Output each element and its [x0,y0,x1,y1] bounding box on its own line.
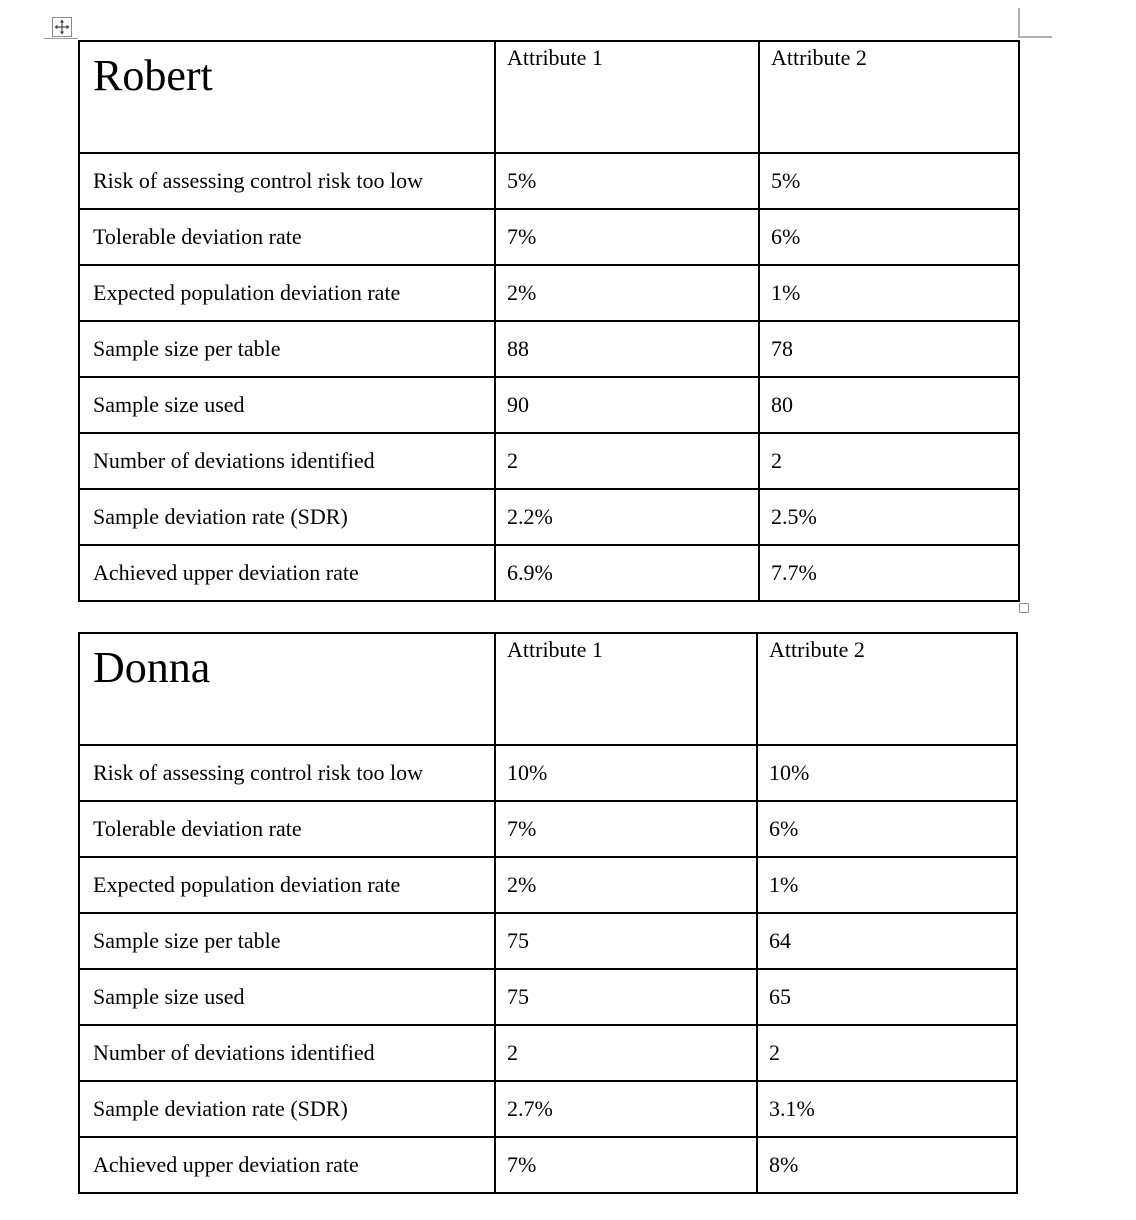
row-label: Tolerable deviation rate [93,816,302,841]
row-label: Tolerable deviation rate [93,224,302,249]
donna-table [78,632,1018,1194]
attribute-2-header-cell[interactable] [757,633,1017,745]
table-row [79,321,1019,377]
attribute-2-cell[interactable] [759,321,1019,377]
attribute-1-value: 88 [507,336,529,361]
attribute-1-header-cell[interactable] [495,633,757,745]
attribute-1-value: 90 [507,392,529,417]
table-row [79,433,1019,489]
row-label-cell[interactable] [79,209,495,265]
attribute-2-value: 6% [771,224,801,249]
row-label-cell[interactable] [79,913,495,969]
row-label: Sample deviation rate (SDR) [93,504,348,529]
attribute-1-header: Attribute 1 [507,637,603,662]
attribute-2-value: 1% [771,280,801,305]
attribute-2-cell[interactable] [759,265,1019,321]
attribute-1-cell[interactable] [495,801,757,857]
table-row [79,1137,1017,1193]
attribute-2-header: Attribute 2 [769,637,865,662]
attribute-1-cell[interactable] [495,265,759,321]
row-label-cell[interactable] [79,1137,495,1193]
attribute-1-value: 2% [507,280,537,305]
table-row [79,857,1017,913]
table-row [79,1025,1017,1081]
attribute-1-cell[interactable] [495,1025,757,1081]
row-label-cell[interactable] [79,1081,495,1137]
row-label: Achieved upper deviation rate [93,1152,359,1177]
attribute-1-cell[interactable] [495,321,759,377]
attribute-1-value: 2 [507,448,518,473]
row-label: Sample size used [93,984,245,1009]
attribute-2-value: 5% [771,168,801,193]
attribute-2-value: 2 [769,1040,780,1065]
attribute-1-value: 7% [507,1152,537,1177]
attribute-1-value: 2.7% [507,1096,553,1121]
attribute-1-value: 2.2% [507,504,553,529]
table-row [79,153,1019,209]
row-label-cell[interactable] [79,321,495,377]
attribute-2-cell[interactable] [759,433,1019,489]
table-row [79,1081,1017,1137]
row-label-cell[interactable] [79,433,495,489]
table-header-row [79,41,1019,153]
attribute-2-cell[interactable] [757,969,1017,1025]
attribute-2-cell[interactable] [757,1081,1017,1137]
attribute-2-value: 6% [769,816,799,841]
attribute-1-header: Attribute 1 [507,45,603,70]
move-handle-guide-line [44,38,78,39]
table-move-handle-icon[interactable] [52,17,72,37]
attribute-2-value: 80 [771,392,793,417]
row-label-cell[interactable] [79,489,495,545]
table-name: Robert [93,51,213,100]
attribute-2-value: 64 [769,928,791,953]
attribute-2-cell[interactable] [759,545,1019,601]
row-label-cell[interactable] [79,545,495,601]
attribute-1-value: 75 [507,928,529,953]
attribute-1-cell[interactable] [495,545,759,601]
table-name: Donna [93,643,211,692]
attribute-2-cell[interactable] [757,857,1017,913]
attribute-1-cell[interactable] [495,913,757,969]
table-header-row [79,633,1017,745]
attribute-1-cell[interactable] [495,489,759,545]
attribute-2-value: 7.7% [771,560,817,585]
row-label: Achieved upper deviation rate [93,560,359,585]
attribute-2-value: 3.1% [769,1096,815,1121]
attribute-1-value: 10% [507,760,548,785]
attribute-2-cell[interactable] [757,913,1017,969]
attribute-2-cell[interactable] [759,377,1019,433]
attribute-1-value: 7% [507,224,537,249]
page-margin-corner-mark [1018,8,1052,38]
row-label: Sample size per table [93,928,281,953]
attribute-2-value: 78 [771,336,793,361]
attribute-1-cell[interactable] [495,433,759,489]
attribute-1-header-cell[interactable] [495,41,759,153]
row-label: Sample size per table [93,336,281,361]
table-row [79,969,1017,1025]
table-resize-handle-icon[interactable] [1019,603,1029,613]
attribute-1-value: 5% [507,168,537,193]
table-row [79,489,1019,545]
row-label: Number of deviations identified [93,1040,375,1065]
attribute-2-value: 8% [769,1152,799,1177]
attribute-1-cell[interactable] [495,857,757,913]
table-row [79,265,1019,321]
row-label-cell[interactable] [79,265,495,321]
table-row [79,801,1017,857]
attribute-2-cell[interactable] [757,1025,1017,1081]
attribute-2-header: Attribute 2 [771,45,867,70]
table-row [79,745,1017,801]
attribute-2-header-cell[interactable] [759,41,1019,153]
table-row [79,545,1019,601]
row-label: Risk of assessing control risk too low [93,168,423,193]
attribute-2-cell[interactable] [759,153,1019,209]
row-label-cell[interactable] [79,153,495,209]
attribute-1-value: 7% [507,816,537,841]
row-label-cell[interactable] [79,377,495,433]
row-label-cell[interactable] [79,745,495,801]
attribute-2-cell[interactable] [759,489,1019,545]
attribute-1-value: 2% [507,872,537,897]
attribute-1-value: 2 [507,1040,518,1065]
row-label: Expected population deviation rate [93,280,401,305]
attribute-2-cell[interactable] [759,209,1019,265]
table-row [79,377,1019,433]
table-name-cell[interactable] [79,41,495,153]
attribute-1-cell[interactable] [495,209,759,265]
table-row [79,913,1017,969]
table-row [79,209,1019,265]
attribute-1-cell[interactable] [495,377,759,433]
attribute-1-cell[interactable] [495,745,757,801]
table-name-cell[interactable] [79,633,495,745]
attribute-1-cell[interactable] [495,969,757,1025]
attribute-2-cell[interactable] [757,801,1017,857]
attribute-1-cell[interactable] [495,1137,757,1193]
attribute-1-value: 6.9% [507,560,553,585]
row-label: Sample deviation rate (SDR) [93,1096,348,1121]
robert-table [78,40,1020,602]
attribute-2-cell[interactable] [757,745,1017,801]
row-label-cell[interactable] [79,857,495,913]
row-label: Risk of assessing control risk too low [93,760,423,785]
attribute-1-cell[interactable] [495,1081,757,1137]
attribute-1-value: 75 [507,984,529,1009]
attribute-2-cell[interactable] [757,1137,1017,1193]
row-label: Number of deviations identified [93,448,375,473]
attribute-2-value: 2 [771,448,782,473]
row-label: Sample size used [93,392,245,417]
attribute-2-value: 65 [769,984,791,1009]
attribute-2-value: 2.5% [771,504,817,529]
row-label-cell[interactable] [79,1025,495,1081]
row-label-cell[interactable] [79,801,495,857]
attribute-2-value: 1% [769,872,799,897]
row-label: Expected population deviation rate [93,872,401,897]
row-label-cell[interactable] [79,969,495,1025]
attribute-2-value: 10% [769,760,810,785]
attribute-1-cell[interactable] [495,153,759,209]
